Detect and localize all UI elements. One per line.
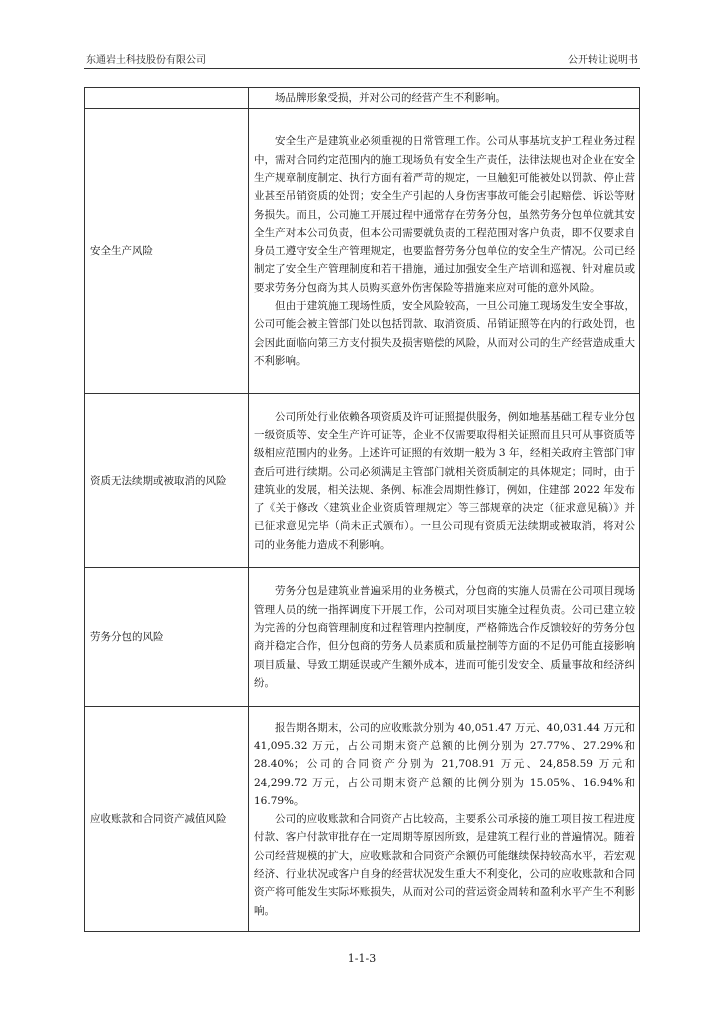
table-row bbox=[85, 88, 640, 109]
risk-description-cell bbox=[249, 109, 640, 394]
risk-description-cell bbox=[249, 394, 640, 568]
risk-paragraph: 但由于建筑施工现场性质，安全风险较高，一旦公司施工现场发生安全事故，公司可能会被主管部门处以包括罚款、取消资质、吊销证照等在内的行政处罚，也会因此面临向第三方支付损失及损害赔偿的风险，从而对公司的生产经营造成重大不利影响。 bbox=[254, 300, 635, 367]
page-header bbox=[84, 48, 640, 69]
risk-paragraph: 公司的应收账款和合同资产占比较高，主要系公司承接的施工项目按工程进度付款、客户付款审批存在一定周期等原因所致，是建筑工程行业的普遍情况。随着公司经营规模的扩大，应收账款和合同资产余额仍可能继续保持较高水平，若宏观经济、行业状况或客户自身的经营状况发生重大不利变化，公司的应收账款和合同资产将可能发生实际坏账损失，从而对公司的营运资金周转和盈利水平产生不利影响。 bbox=[254, 813, 635, 917]
company-name: 东通岩土科技股份有限公司 bbox=[86, 55, 206, 66]
risk-name-cell bbox=[85, 88, 249, 109]
risk-name-cell: 资质无法续期或被取消的风险 bbox=[85, 394, 249, 568]
risk-description-cell bbox=[249, 88, 640, 109]
risk-paragraph: 公司所处行业依赖各项资质及许可证照提供服务，例如地基基础工程专业分包一级资质等、安全生产许可证等，企业不仅需要取得相关证照而且只可从事资质等级相应范围内的业务。上述许可证照的有效期一般为 3 年，经相关政府主管部门审查后可进行续期。公司必须满足主管部门就相关资质制定的具体规定；同时，由于建筑业的发展，相关法规、条例、标准会周期性修订，例如，住建部 2022 年发布了《关于修改〈建筑业企业资质管理规定〉等三部规章的决定（征求意见稿）》并已征求意见完毕（尚未正式颁布）。一旦公司现有资质无法续期或被取消，将对公司的业务能力造成不利影响。 bbox=[254, 410, 635, 551]
risk-name-cell: 劳务分包的风险 bbox=[85, 568, 249, 707]
risk-name-cell: 安全生产风险 bbox=[85, 109, 249, 394]
risk-table bbox=[84, 87, 640, 932]
page-number: 1-1-3 bbox=[347, 952, 377, 965]
document-title: 公开转让说明书 bbox=[568, 55, 638, 66]
risk-paragraph: 安全生产是建筑业必须重视的日常管理工作。公司从事基坑支护工程业务过程中，需对合同约定范围内的施工现场负有安全生产责任，法律法规也对企业在安全生产规章制度制定、执行方面有着严苛的规定，一旦触犯可能被处以罚款、停止营业甚至吊销资质的处罚；安全生产引起的人身伤害事故可能会引起赔偿、诉讼等财务损失。而且，公司施工开展过程中通常存在劳务分包，虽然劳务分包单位就其安全生产对本公司负责，但本公司需要就负责的工程范围对客户负责，即不仅要求自身员工遵守安全生产管理规定，也要监督劳务分包单位的安全生产情况。公司已经制定了安全生产管理制度和若干措施，通过加强安全生产培训和巡视、针对雇员或要求劳务分包商为其人员购买意外伤害保险等措施来应对可能的意外风险。 bbox=[254, 135, 635, 294]
table-row bbox=[85, 394, 640, 568]
risk-paragraph: 场品牌形象受损，并对公司的经营产生不利影响。 bbox=[275, 92, 506, 104]
table-row bbox=[85, 707, 640, 932]
risk-name-cell: 应收账款和合同资产减值风险 bbox=[85, 707, 249, 932]
risk-paragraph: 报告期各期末，公司的应收账款分别为 40,051.47 万元、40,031.44 万元和 41,095.32 万元，占公司期末资产总额的比例分别为 27.77%、27.29%和 28.40%；公司的合同资产分别为 21,708.91 万元、24,858.59 万元和 24,299.72 万元，占公司期末资产总额的比例分别为 15.05%、16.94%和 16.79%。 bbox=[254, 721, 635, 807]
risk-description-cell bbox=[249, 568, 640, 707]
risk-description-cell bbox=[249, 707, 640, 932]
risk-paragraph: 劳务分包是建筑业普遍采用的业务模式，分包商的实施人员需在公司项目现场管理人员的统一指挥调度下开展工作，公司对项目实施全过程负责。公司已建立较为完善的分包商管理制度和过程管理内控制度，严格筛选合作反馈较好的劳务分包商并稳定合作，但分包商的劳务人员素质和质量控制等方面的不足仍可能直接影响项目质量、导致工期延误或产生额外成本，进而可能引发安全、质量事故和经济纠纷。 bbox=[254, 585, 635, 689]
table-row bbox=[85, 109, 640, 394]
table-row bbox=[85, 568, 640, 707]
